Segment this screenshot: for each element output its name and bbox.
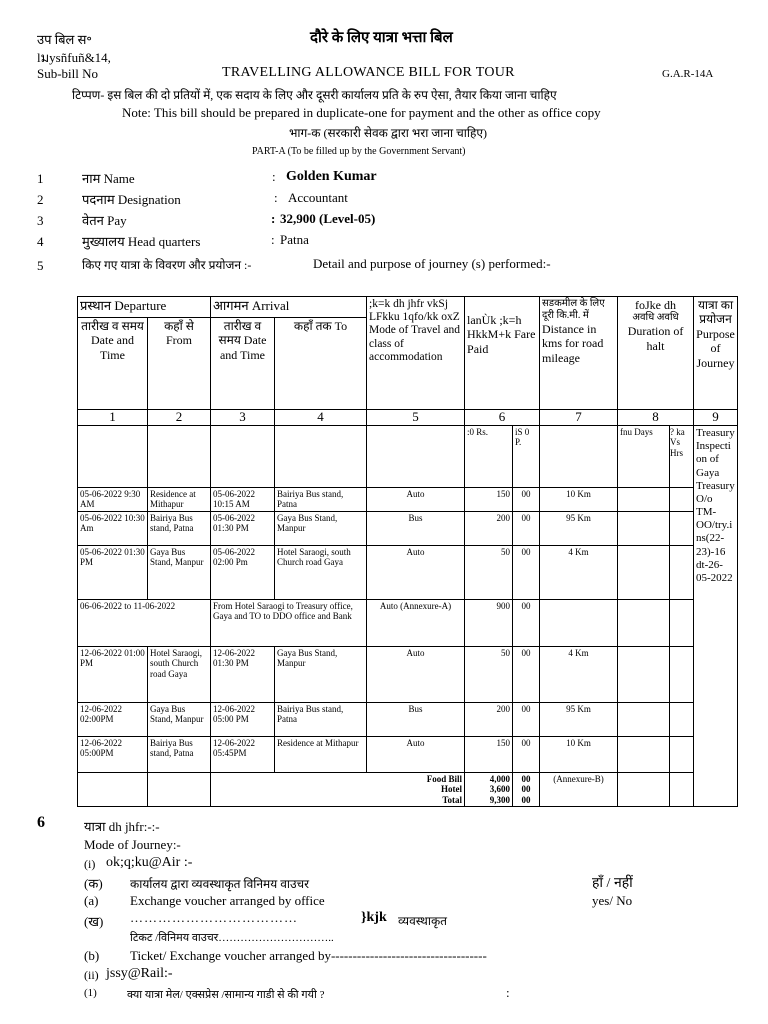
fare-rupees: 50 <box>465 545 513 599</box>
to-place: Gaya Bus Stand, Manpur <box>275 646 367 702</box>
header-distance-english: Distance in kms for road mileage <box>542 322 604 365</box>
sub-rupees: :0 Rs. <box>465 425 513 487</box>
arr-datetime: 12-06-2022 05:45PM <box>211 736 275 772</box>
table-row <box>78 511 738 545</box>
empty-cell <box>78 772 148 806</box>
empty-cell <box>618 772 670 806</box>
header-arrival: आगमन Arrival <box>211 297 367 318</box>
arr-description: From Hotel Saraogi to Treasury office, Gaya and TO to DDO office and Bank <box>211 599 367 646</box>
empty-cell <box>670 511 694 545</box>
mode: Auto <box>367 646 465 702</box>
subbill-code: lมysñfuñ&14, <box>37 50 111 65</box>
field-name-value: Golden Kumar <box>286 169 377 184</box>
fare-paise: 00 <box>513 487 540 511</box>
dep-datetime: 05-06-2022 01:30 PM <box>78 545 148 599</box>
ka-index: (क) <box>84 876 103 891</box>
field-2-label: पदनाम Designation <box>82 192 181 207</box>
section-6-num: 6 <box>37 814 45 831</box>
field-5-label-english: Detail and purpose of journey (s) performed:- <box>313 256 551 271</box>
kha-dots: ……………………………… <box>130 910 298 925</box>
dep-datetime: 12-06-2022 05:00PM <box>78 736 148 772</box>
mode: Bus <box>367 511 465 545</box>
empty-cell <box>670 487 694 511</box>
sub-hours: ? ka Vs Hrs <box>670 425 694 487</box>
b-text: Ticket/ Exchange voucher arranged by------------------------------------ <box>130 948 487 963</box>
q1-index: (1) <box>84 987 97 999</box>
to-place: Bairiya Bus stand, Patna <box>275 702 367 736</box>
from-place: Gaya Bus Stand, Manpur <box>148 702 211 736</box>
field-3-sep: : <box>271 211 276 226</box>
q1-sep: : <box>506 985 510 1000</box>
sub-paise: iS 0 P. <box>513 425 540 487</box>
field-hq-value: Patna <box>280 232 309 247</box>
table-row <box>78 702 738 736</box>
empty-cell <box>78 425 148 487</box>
field-5-label-hindi: किए गए यात्रा के विवरण और प्रयोजन :- <box>82 258 252 272</box>
fare-paise: 00 <box>513 599 540 646</box>
empty-cell <box>670 545 694 599</box>
air-label: ok;q;ku@Air :- <box>106 855 193 870</box>
header-halt-code: foJke dh <box>635 298 677 312</box>
empty-cell <box>670 772 694 806</box>
empty-cell <box>670 702 694 736</box>
fare-rupees: 50 <box>465 646 513 702</box>
air-index: (i) <box>84 857 96 871</box>
header-dep-date: तारीख व समय Date and Time <box>78 318 148 410</box>
field-5-num: 5 <box>37 258 44 273</box>
kha-index: (ख) <box>84 914 104 929</box>
from-place: Bairiya Bus stand, Patna <box>148 511 211 545</box>
empty-cell <box>618 702 670 736</box>
title-hindi: दौरे के लिए यात्रा भत्ता बिल <box>310 30 453 46</box>
part-a-english: PART-A (To be filled up by the Government Servant) <box>252 146 466 157</box>
purpose-text: Treasury Inspection of Gaya Treasury O/o TM-OO/try.ins(22-23)-16 dt-26-05-2022 <box>694 425 738 806</box>
from-place: Bairiya Bus stand, Patna <box>148 736 211 772</box>
fare-paise: 00 <box>513 646 540 702</box>
empty-cell <box>618 646 670 702</box>
from-place: Gaya Bus Stand, Manpur <box>148 545 211 599</box>
header-from: कहाँ से From <box>148 318 211 410</box>
arr-datetime: 05-06-2022 01:30 PM <box>211 511 275 545</box>
table-row <box>78 646 738 702</box>
field-pay-value: 32,900 (Level-05) <box>280 211 376 226</box>
arr-datetime: 05-06-2022 02:00 Pm <box>211 545 275 599</box>
journey-table <box>77 296 738 807</box>
empty-cell <box>367 425 465 487</box>
kha-line2: टिकट /विनिमय वाउचर………………………….. <box>130 932 334 944</box>
note-english: Note: This bill should be prepared in duplicate-one for payment and the other as office copy <box>122 105 601 120</box>
empty-cell <box>670 599 694 646</box>
mode: Auto <box>367 487 465 511</box>
field-3-num: 3 <box>37 213 44 228</box>
header-purpose-hindi: यात्रा का प्रयोजन <box>697 298 734 327</box>
rail-label: jssy@Rail:- <box>106 966 173 981</box>
fare-rupees: 200 <box>465 511 513 545</box>
field-2-sep: : <box>274 190 278 205</box>
empty-cell <box>670 736 694 772</box>
field-3-label: वेतन Pay <box>82 213 127 228</box>
arr-datetime: 12-06-2022 05:00 PM <box>211 702 275 736</box>
field-1-label: नाम Name <box>82 171 135 186</box>
fare-rupees: 150 <box>465 736 513 772</box>
a-yes-no: yes/ No <box>592 893 633 908</box>
table-row <box>78 736 738 772</box>
empty-cell <box>211 425 275 487</box>
arr-datetime: 12-06-2022 01:30 PM <box>211 646 275 702</box>
q1-text: क्या यात्रा मेल/ एक्सप्रेस /सामान्य गाडी से की गयी ? <box>127 989 325 1001</box>
col-number: 3 <box>211 410 275 426</box>
from-place: Hotel Saraogi, south Church road Gaya <box>148 646 211 702</box>
from-place: Residence at Mithapur <box>148 487 211 511</box>
distance: 95 Km <box>540 511 618 545</box>
header-purpose-english: Purpose of Journey <box>696 326 735 370</box>
mode: Auto <box>367 545 465 599</box>
ka-yes-no-hindi: हाँ / नहीं <box>592 876 633 891</box>
col-number: 1 <box>78 410 148 426</box>
empty-cell <box>618 545 670 599</box>
field-4-label: मुख्यालय Head quarters <box>82 234 201 249</box>
distance: 10 Km <box>540 736 618 772</box>
sub-days: fnu Days <box>618 425 670 487</box>
to-place: Gaya Bus Stand, Manpur <box>275 511 367 545</box>
field-4-num: 4 <box>37 234 44 249</box>
fare-paise: 00 <box>513 511 540 545</box>
distance <box>540 599 618 646</box>
field-1-sep: : <box>272 169 276 184</box>
subbill-label: Sub-bill No <box>37 66 99 81</box>
form-number: G.A.R-14A <box>662 68 714 80</box>
header-halt-hindi: अवधि अवधि <box>632 312 679 324</box>
header-distance <box>540 297 618 410</box>
dep-datetime: 12-06-2022 02:00PM <box>78 702 148 736</box>
field-4-sep: : <box>271 232 275 247</box>
section-6-title: यात्रा dh jhfr:-:- <box>84 819 160 834</box>
totals-row <box>78 772 738 806</box>
totals-annexure: (Annexure-B) <box>540 772 618 806</box>
field-designation-value: Accountant <box>288 190 348 205</box>
col-number: 5 <box>367 410 465 426</box>
empty-cell <box>618 736 670 772</box>
to-place: Bairiya Bus stand, Patna <box>275 487 367 511</box>
col-number: 9 <box>694 410 738 426</box>
fare-rupees: 900 <box>465 599 513 646</box>
to-place: Hotel Saraogi, south Church road Gaya <box>275 545 367 599</box>
fare-rupees: 150 <box>465 487 513 511</box>
empty-cell <box>540 425 618 487</box>
empty-cell <box>618 599 670 646</box>
ka-text: कार्यालय द्वारा व्यवस्थाकृत विनिमय वाउचर <box>130 877 310 891</box>
empty-cell <box>275 425 367 487</box>
empty-cell <box>618 511 670 545</box>
b-index: (b) <box>84 948 100 963</box>
kha-code: }kjk <box>361 910 387 925</box>
mode: Auto <box>367 736 465 772</box>
a-text: Exchange voucher arranged by office <box>130 893 325 908</box>
fare-paise: 00 <box>513 702 540 736</box>
header-departure: प्रस्थान Departure <box>78 297 211 318</box>
title-english: TRAVELLING ALLOWANCE BILL FOR TOUR <box>222 65 515 80</box>
dep-datetime: 12-06-2022 01:00 PM <box>78 646 148 702</box>
header-halt <box>618 297 694 410</box>
fare-paise: 00 <box>513 736 540 772</box>
totals-labels: Food Bill Hotel Total <box>211 772 465 806</box>
dep-datetime: 05-06-2022 10:30 Am <box>78 511 148 545</box>
distance: 4 Km <box>540 545 618 599</box>
col-number: 4 <box>275 410 367 426</box>
totals-paise: 00 00 00 <box>513 772 540 806</box>
header-arr-date: तारीख व समय Date and Time <box>211 318 275 410</box>
header-fare: lanÙk ;k=h HkkM+k Fare Paid <box>465 297 540 410</box>
empty-cell <box>148 425 211 487</box>
mode: Auto (Annexure-A) <box>367 599 465 646</box>
col-number: 6 <box>465 410 540 426</box>
distance: 95 Km <box>540 702 618 736</box>
mode: Bus <box>367 702 465 736</box>
table-row <box>78 487 738 511</box>
header-distance-hindi: सडकमील के लिए दूरी कि.मी. में <box>542 298 605 321</box>
field-1-num: 1 <box>37 171 44 186</box>
mode-of-journey: Mode of Journey:- <box>84 837 181 852</box>
distance: 4 Km <box>540 646 618 702</box>
table-row <box>78 545 738 599</box>
header-purpose <box>694 297 738 410</box>
distance: 10 Km <box>540 487 618 511</box>
table-row <box>78 599 738 646</box>
arr-datetime: 05-06-2022 10:15 AM <box>211 487 275 511</box>
note-hindi: टिप्पण- इस बिल की दो प्रतियों में, एक सदाय के लिए और दूसरी कार्यालय प्रति के रुप ऐसा, तैयार किया जाना चाहिए <box>72 88 557 102</box>
totals-rupees: 4,000 3,600 9,300 <box>465 772 513 806</box>
header-mode: ;k=k dh jhfr vkSj LFkku 1qfo/kk oxZ Mode of Travel and class of accommodation <box>367 297 465 410</box>
col-number: 2 <box>148 410 211 426</box>
part-a-hindi: भाग-क (सरकारी सेवक द्वारा भरा जाना चाहिए) <box>289 126 487 140</box>
rail-index: (ii) <box>84 968 99 982</box>
empty-cell <box>670 646 694 702</box>
dep-datetime: 06-06-2022 to 11-06-2022 <box>78 599 211 646</box>
col-number: 8 <box>618 410 694 426</box>
empty-cell <box>618 487 670 511</box>
col-number: 7 <box>540 410 618 426</box>
header-halt-english: Duration of halt <box>627 324 684 353</box>
dep-datetime: 05-06-2022 9:30 AM <box>78 487 148 511</box>
kha-hindi: व्यवस्थाकृत <box>398 914 447 928</box>
empty-cell <box>148 772 211 806</box>
fare-rupees: 200 <box>465 702 513 736</box>
header-to: कहाँ तक To <box>275 318 367 410</box>
fare-paise: 00 <box>513 545 540 599</box>
field-2-num: 2 <box>37 192 44 207</box>
a-index: (a) <box>84 893 99 908</box>
subbill-hindi: उप बिल स॰ <box>37 32 92 47</box>
to-place: Residence at Mithapur <box>275 736 367 772</box>
